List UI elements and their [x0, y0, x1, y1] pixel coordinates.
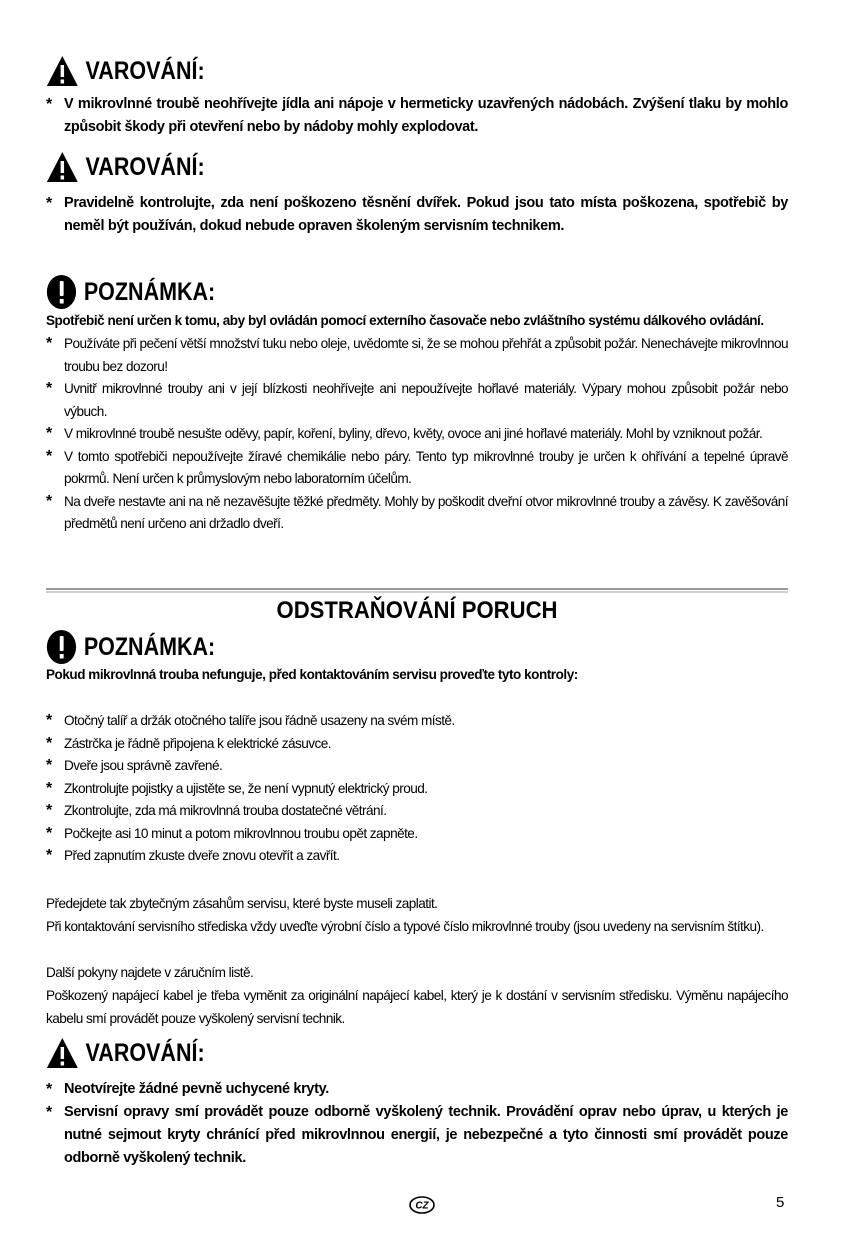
list-item: * Před zapnutím zkuste dveře znovu otevřít a zavřít.: [46, 845, 788, 868]
section-divider: [46, 588, 788, 593]
note-heading-2: [46, 629, 215, 665]
warning-heading-text: VAROVÁNÍ:: [85, 56, 205, 85]
troubleshooting-intro: Pokud mikrovlnná trouba nefunguje, před kontaktováním servisu proveďte tyto kontroly:: [46, 667, 578, 682]
language-badge-text: CZ: [415, 1200, 429, 1212]
paragraph: Poškozený napájecí kabel je třeba vyměnit za originální napájecí kabel, který je k dostání v servisním středisku. Výměnu napájecího kabelu smí provádět pouze vyškolený servisní technik.: [46, 988, 788, 1026]
list-item: * V mikrovlnné troubě nesušte oděvy, papír, koření, byliny, dřevo, květy, ovoce ani jiné hořlavé materiály. Mohl by vzniknout požár.: [46, 423, 788, 446]
note-heading-text: POZNÁMKA:: [83, 632, 216, 661]
exclamation-circle-icon: [46, 629, 77, 665]
list-item: * Zkontrolujte, zda má mikrovlnná trouba dostatečné větrání.: [46, 800, 788, 823]
list-item: * Zástrčka je řádně připojena k elektrické zásuvce.: [46, 733, 788, 756]
warning-heading-1: [46, 55, 205, 87]
note-intro: Spotřebič není určen k tomu, aby byl ovládán pomocí externího časovače nebo zvláštního systému dálkového ovládání.: [46, 313, 764, 328]
list-item: * Neotvírejte žádné pevně uchycené kryty.: [46, 1078, 788, 1101]
page-number: 5: [776, 1194, 785, 1211]
exclamation-circle-icon: [46, 274, 77, 310]
note-heading-text: POZNÁMKA:: [83, 277, 216, 306]
check-list: [46, 710, 788, 868]
list-item: * Pravidelně kontrolujte, zda není poškozeno těsnění dvířek. Pokud jsou tato místa poškozena, spotřebič by neměl být používán, dokud nebude opraven školeným servisním technikem.: [46, 192, 788, 238]
list-item: * Počkejte asi 10 minut a potom mikrovlnnou troubu opět zapněte.: [46, 823, 788, 846]
warning-heading-text: VAROVÁNÍ:: [85, 152, 205, 181]
warning-heading-2: [46, 151, 205, 183]
list-item: * Uvnitř mikrovlnné trouby ani v její blízkosti neohřívejte ani nepoužívejte hořlavé materiály. Výpary mohou způsobit požár nebo výbuch.: [46, 378, 788, 423]
list-item: * V tomto spotřebiči nepoužívejte žíravé chemikálie nebo páry. Tento typ mikrovlnné trouby je určen k ohřívání a tepelné úpravě pokrmů. Není určen k průmyslovým nebo laboratorním účelům.: [46, 446, 788, 491]
list-item: * Servisní opravy smí provádět pouze odborně vyškolený technik. Provádění oprav nebo úprav, u kterých je nutné sejmout kryty chránící před mikrovlnnou energií, je nebezpečné a tyto činnosti smí provádět pouze odborně vyškolený technik.: [46, 1101, 788, 1170]
warning-triangle-icon: [46, 55, 79, 87]
warning-list-2: [46, 192, 788, 238]
language-badge-icon: [409, 1196, 435, 1214]
list-item: * V mikrovlnné troubě neohřívejte jídla ani nápoje v hermeticky uzavřených nádobách. Zvýšení tlaku by mohlo způsobit škody při otevření nebo by nádoby mohly explodovat.: [46, 93, 788, 139]
warning-triangle-icon: [46, 1037, 79, 1069]
list-item: * Otočný talíř a držák otočného talíře jsou řádně usazeny na svém místě.: [46, 710, 788, 733]
note-heading-1: [46, 274, 215, 310]
warning-triangle-icon: [46, 151, 79, 183]
warning-heading-text: VAROVÁNÍ:: [85, 1038, 205, 1067]
note-list-1: [46, 333, 788, 536]
list-item: * Dveře jsou správně zavřené.: [46, 755, 788, 778]
section-title: ODSTRAŇOVÁNÍ PORUCH: [276, 597, 558, 624]
warning-list-1: [46, 93, 788, 139]
warning-list-3: [46, 1078, 788, 1170]
paragraph: Další pokyny najdete v záručním listě.: [46, 965, 254, 980]
list-item: * Používáte při pečení větší množství tuku nebo oleje, uvědomte si, že se mohou přehřát a způsobit požár. Nenechávejte mikrovlnnou troubu bez dozoru!: [46, 333, 788, 378]
list-item: * Zkontrolujte pojistky a ujistěte se, že není vypnutý elektrický proud.: [46, 778, 788, 801]
paragraph: Při kontaktování servisního střediska vždy uveďte výrobní číslo a typové číslo mikrovlnné trouby (jsou uvedeny na servisním štítku).: [46, 919, 764, 934]
warning-heading-3: [46, 1037, 205, 1069]
paragraph: Předejdete tak zbytečným zásahům servisu, které byste museli zaplatit.: [46, 896, 438, 911]
list-item: * Na dveře nestavte ani na ně nezavěšujte těžké předměty. Mohly by poškodit dveřní otvor mikrovlnné trouby a závěsy. K zavěšování předmětů není určeno ani držadlo dveří.: [46, 491, 788, 536]
